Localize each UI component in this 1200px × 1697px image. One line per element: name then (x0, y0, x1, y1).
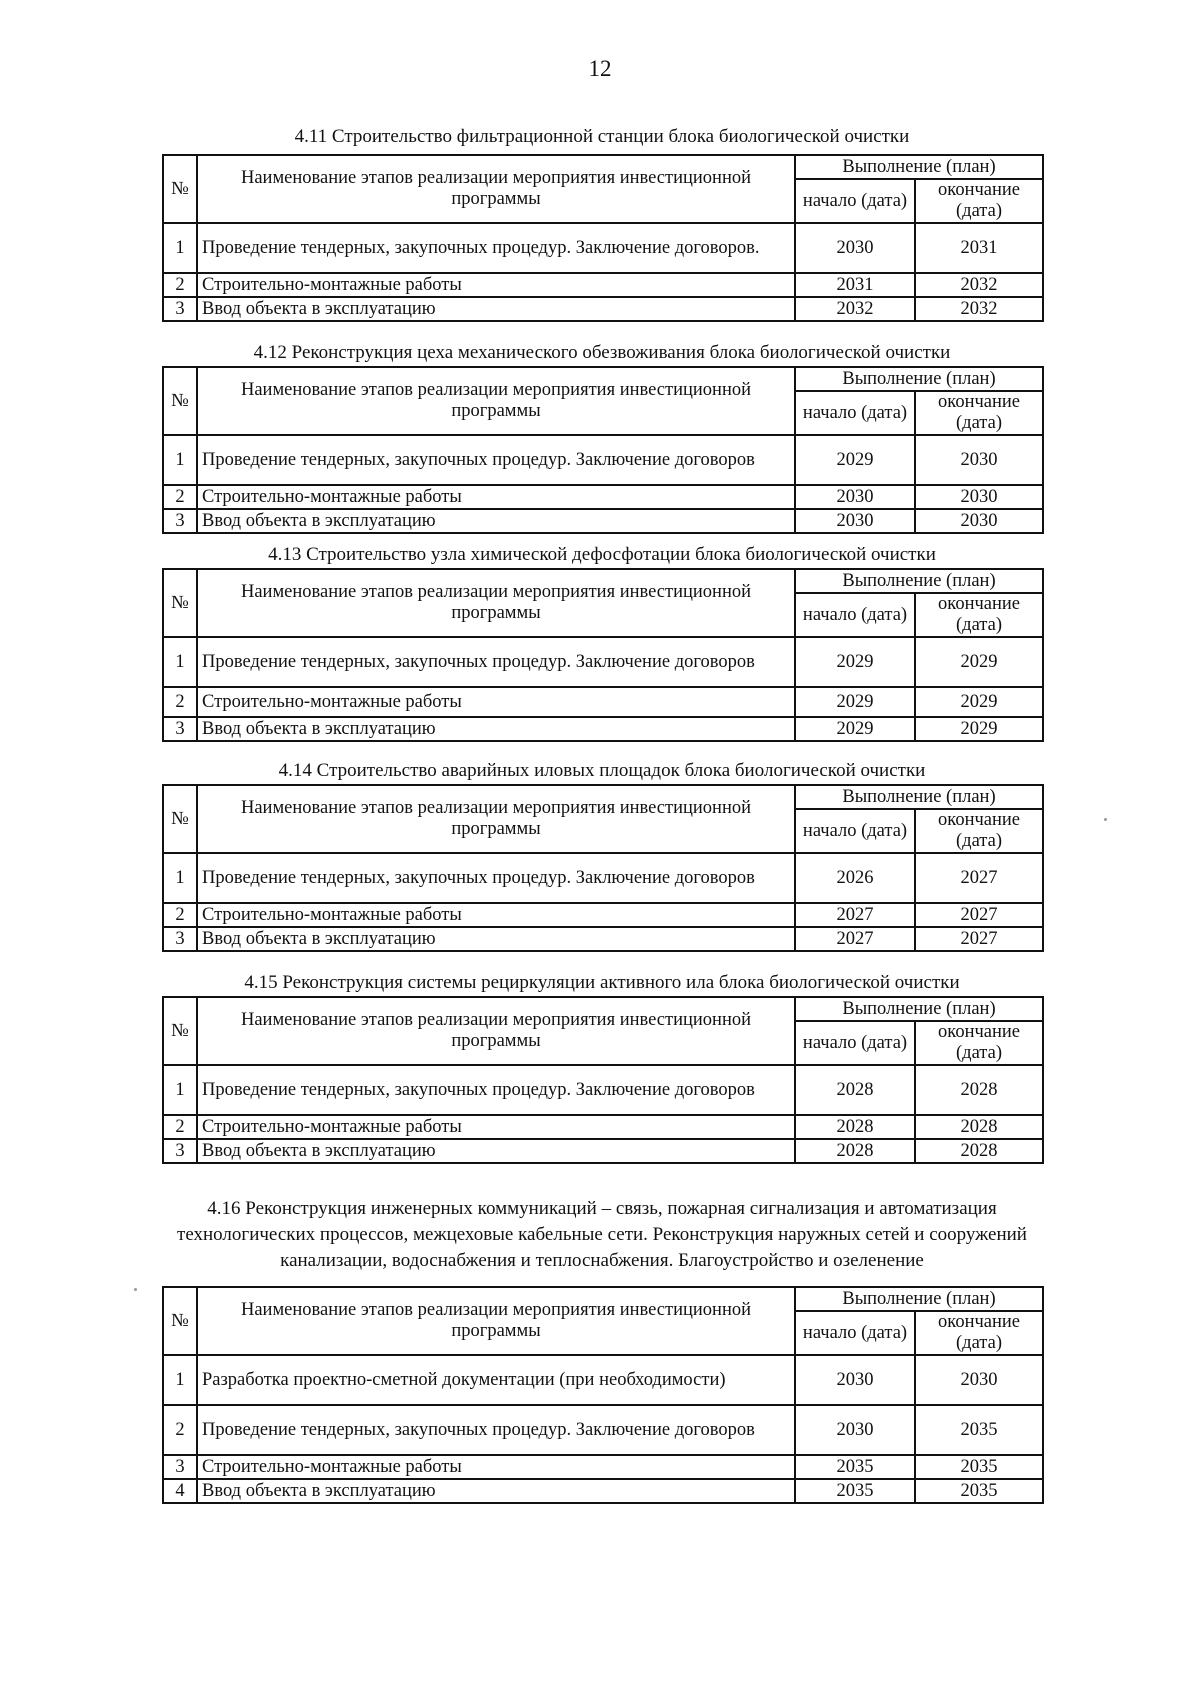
header-name: Наименование этапов реализации мероприятия инвестиционной программы (197, 1287, 795, 1355)
row-start: 2029 (795, 435, 915, 485)
header-execution: Выполнение (план) (795, 997, 1043, 1021)
row-end: 2030 (915, 509, 1043, 533)
row-start: 2035 (795, 1479, 915, 1503)
table-row (163, 1139, 1043, 1163)
row-num: 1 (163, 637, 197, 687)
table-row (163, 903, 1043, 927)
row-num: 2 (163, 1115, 197, 1139)
row-start: 2029 (795, 717, 915, 741)
row-num: 3 (163, 927, 197, 951)
row-start: 2030 (795, 1405, 915, 1455)
row-num: 1 (163, 1065, 197, 1115)
row-num: 2 (163, 273, 197, 297)
row-start: 2029 (795, 637, 915, 687)
row-num: 2 (163, 687, 197, 717)
row-name: Проведение тендерных, закупочных процедур. Заключение договоров (197, 853, 795, 903)
row-start: 2027 (795, 903, 915, 927)
table-row (163, 717, 1043, 741)
stages-table (162, 366, 1044, 534)
header-end: окончание (дата) (915, 391, 1043, 435)
row-name: Ввод объекта в эксплуатацию (197, 297, 795, 321)
header-num: № (163, 1287, 197, 1355)
stages-table (162, 996, 1044, 1164)
section-4-16 (162, 1196, 1042, 1504)
row-num: 4 (163, 1479, 197, 1503)
row-num: 2 (163, 485, 197, 509)
row-start: 2029 (795, 687, 915, 717)
header-name: Наименование этапов реализации мероприятия инвестиционной программы (197, 367, 795, 435)
row-start: 2030 (795, 1355, 915, 1405)
row-end: 2029 (915, 687, 1043, 717)
row-end: 2027 (915, 927, 1043, 951)
header-num: № (163, 367, 197, 435)
header-name: Наименование этапов реализации мероприятия инвестиционной программы (197, 785, 795, 853)
row-num: 3 (163, 509, 197, 533)
section-title: 4.15 Реконструкция системы рециркуляции активного ила блока биологической очистки (244, 972, 960, 993)
row-end: 2032 (915, 273, 1043, 297)
row-num: 3 (163, 1139, 197, 1163)
row-end: 2027 (915, 853, 1043, 903)
row-end: 2030 (915, 1355, 1043, 1405)
header-end: окончание (дата) (915, 809, 1043, 853)
table-row (163, 1479, 1043, 1503)
row-num: 2 (163, 1405, 197, 1455)
row-start: 2026 (795, 853, 915, 903)
header-start: начало (дата) (795, 179, 915, 223)
row-end: 2035 (915, 1455, 1043, 1479)
header-execution: Выполнение (план) (795, 1287, 1043, 1311)
header-num: № (163, 569, 197, 637)
section-4-13 (162, 544, 1042, 742)
section-4-14 (162, 760, 1042, 952)
row-name: Ввод объекта в эксплуатацию (197, 927, 795, 951)
row-num: 2 (163, 903, 197, 927)
row-name: Ввод объекта в эксплуатацию (197, 509, 795, 533)
table-row (163, 509, 1043, 533)
section-title: 4.11 Строительство фильтрационной станции блока биологической очистки (294, 126, 910, 147)
table-row (163, 1455, 1043, 1479)
header-end: окончание (дата) (915, 593, 1043, 637)
table-row (163, 273, 1043, 297)
row-name: Проведение тендерных, закупочных процедур. Заключение договоров (197, 435, 795, 485)
header-end: окончание (дата) (915, 179, 1043, 223)
table-row (163, 485, 1043, 509)
row-end: 2035 (915, 1479, 1043, 1503)
stages-table (162, 568, 1044, 742)
row-end: 2028 (915, 1139, 1043, 1163)
table-row (163, 1065, 1043, 1115)
table-row (163, 853, 1043, 903)
header-start: начало (дата) (795, 1021, 915, 1065)
stages-table (162, 154, 1044, 322)
row-name: Ввод объекта в эксплуатацию (197, 1479, 795, 1503)
row-name: Строительно-монтажные работы (197, 1115, 795, 1139)
row-start: 2030 (795, 223, 915, 273)
table-row (163, 1405, 1043, 1455)
row-name: Строительно-монтажные работы (197, 273, 795, 297)
header-execution: Выполнение (план) (795, 785, 1043, 809)
section-title: 4.14 Строительство аварийных иловых площадок блока биологической очистки (278, 760, 926, 781)
table-row (163, 687, 1043, 717)
row-start: 2035 (795, 1455, 915, 1479)
page-number: 12 (588, 56, 612, 81)
table-row (163, 435, 1043, 485)
row-end: 2028 (915, 1115, 1043, 1139)
section-4-15 (162, 972, 1042, 1164)
row-name: Строительно-монтажные работы (197, 485, 795, 509)
row-name: Разработка проектно-сметной документации (при необходимости) (197, 1355, 795, 1405)
row-num: 1 (163, 853, 197, 903)
row-start: 2028 (795, 1139, 915, 1163)
row-end: 2029 (915, 717, 1043, 741)
header-name: Наименование этапов реализации мероприятия инвестиционной программы (197, 155, 795, 223)
row-start: 2027 (795, 927, 915, 951)
row-start: 2032 (795, 297, 915, 321)
row-start: 2028 (795, 1065, 915, 1115)
header-num: № (163, 155, 197, 223)
header-start: начало (дата) (795, 391, 915, 435)
row-end: 2030 (915, 485, 1043, 509)
table-row (163, 1355, 1043, 1405)
row-end: 2027 (915, 903, 1043, 927)
header-num: № (163, 785, 197, 853)
header-start: начало (дата) (795, 593, 915, 637)
row-end: 2031 (915, 223, 1043, 273)
row-start: 2031 (795, 273, 915, 297)
row-name: Ввод объекта в эксплуатацию (197, 717, 795, 741)
row-name: Ввод объекта в эксплуатацию (197, 1139, 795, 1163)
row-end: 2030 (915, 435, 1043, 485)
table-row (163, 223, 1043, 273)
table-row (163, 637, 1043, 687)
header-execution: Выполнение (план) (795, 367, 1043, 391)
row-name: Проведение тендерных, закупочных процедур. Заключение договоров. (197, 223, 795, 273)
row-start: 2028 (795, 1115, 915, 1139)
row-num: 1 (163, 1355, 197, 1405)
table-row (163, 297, 1043, 321)
header-execution: Выполнение (план) (795, 569, 1043, 593)
header-execution: Выполнение (план) (795, 155, 1043, 179)
row-name: Строительно-монтажные работы (197, 1455, 795, 1479)
stages-table (162, 784, 1044, 952)
header-end: окончание (дата) (915, 1021, 1043, 1065)
table-row (163, 927, 1043, 951)
row-name: Строительно-монтажные работы (197, 903, 795, 927)
table-row (163, 1115, 1043, 1139)
row-num: 1 (163, 223, 197, 273)
header-start: начало (дата) (795, 809, 915, 853)
row-end: 2032 (915, 297, 1043, 321)
section-4-11 (162, 126, 1042, 322)
scan-speck (1104, 818, 1107, 821)
header-name: Наименование этапов реализации мероприятия инвестиционной программы (197, 569, 795, 637)
section-title: 4.16 Реконструкция инженерных коммуникаций – связь, пожарная сигнализация и автоматизация технологических процессов, межцеховые кабельные сети. Реконструкция наружных сетей и сооружений канализации, водоснабжения и теплоснабжения. Благоустройство и озеленение (177, 1198, 1027, 1271)
header-num: № (163, 997, 197, 1065)
row-num: 1 (163, 435, 197, 485)
row-name: Проведение тендерных, закупочных процедур. Заключение договоров (197, 1065, 795, 1115)
row-num: 3 (163, 1455, 197, 1479)
row-num: 3 (163, 717, 197, 741)
header-end: окончание (дата) (915, 1311, 1043, 1355)
row-name: Проведение тендерных, закупочных процедур. Заключение договоров (197, 637, 795, 687)
row-end: 2035 (915, 1405, 1043, 1455)
section-title: 4.12 Реконструкция цеха механического обезвоживания блока биологической очистки (253, 342, 951, 363)
stages-table (162, 1286, 1044, 1504)
row-name: Строительно-монтажные работы (197, 687, 795, 717)
row-end: 2029 (915, 637, 1043, 687)
header-start: начало (дата) (795, 1311, 915, 1355)
row-start: 2030 (795, 509, 915, 533)
section-4-12 (162, 342, 1042, 534)
row-start: 2030 (795, 485, 915, 509)
row-name: Проведение тендерных, закупочных процедур. Заключение договоров (197, 1405, 795, 1455)
row-num: 3 (163, 297, 197, 321)
scan-speck (134, 1288, 137, 1291)
section-title: 4.13 Строительство узла химической дефосфотации блока биологической очистки (268, 544, 936, 565)
header-name: Наименование этапов реализации мероприятия инвестиционной программы (197, 997, 795, 1065)
row-end: 2028 (915, 1065, 1043, 1115)
